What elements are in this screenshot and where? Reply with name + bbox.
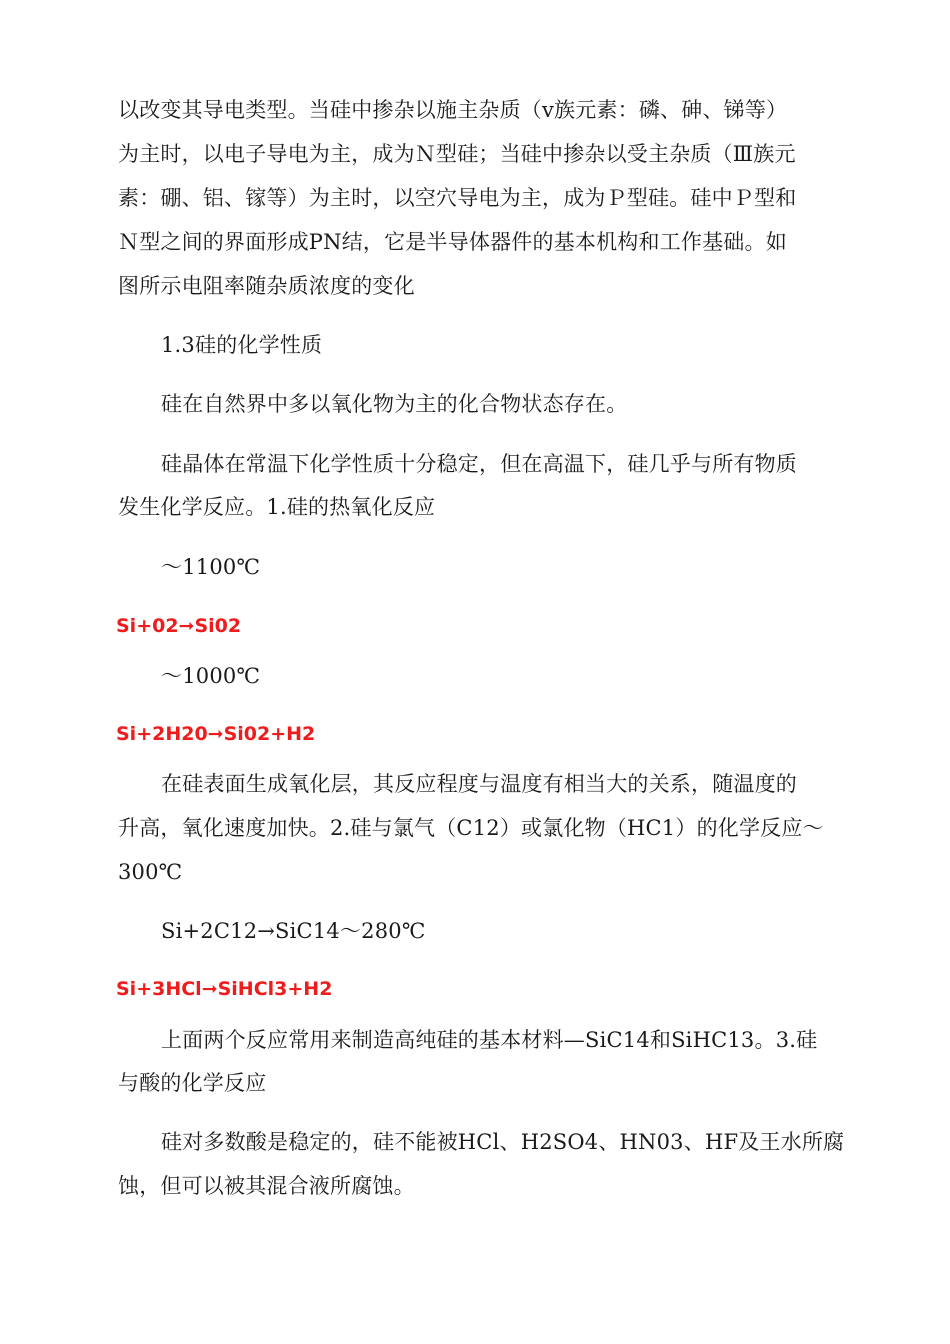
paragraph-line: 硅对多数酸是稳定的，硅不能被HCl、H2SO4、HN03、HF及王水所腐 [161,1130,845,1154]
paragraph-line: 硅晶体在常温下化学性质十分稳定，但在高温下，硅几乎与所有物质 [161,452,797,476]
paragraph-line: 300℃ [118,860,183,884]
paragraph-line: 图所示电阻率随杂质浓度的变化 [118,274,415,298]
paragraph-line: 蚀，但可以被其混合液所腐蚀。 [118,1174,415,1198]
paragraph-line: 以改变其导电类型。当硅中掺杂以施主杂质（ⅴ族元素：磷、砷、锑等） [118,98,788,122]
paragraph-line: 硅在自然界中多以氧化物为主的化合物状态存在。 [161,392,628,416]
paragraph-line: 为主时，以电子导电为主，成为Ｎ型硅；当硅中掺杂以受主杂质（Ⅲ族元 [118,142,796,166]
paragraph-line: 与酸的化学反应 [118,1071,267,1095]
paragraph-line: Ｎ型之间的界面形成PN结，它是半导体器件的基本机构和工作基础。如 [118,230,787,254]
reaction-formula: Si+2H20➞Si02+H2 [116,723,316,745]
temperature-label: ～1100℃ [161,555,261,579]
section-heading: 1.3硅的化学性质 [161,333,323,357]
paragraph-line: 在硅表面生成氧化层，其反应程度与温度有相当大的关系，随温度的 [161,772,797,796]
temperature-label: ～1000℃ [161,664,261,688]
paragraph-line: 素：硼、铝、镓等）为主时，以空穴导电为主，成为Ｐ型硅。硅中Ｐ型和 [118,186,797,210]
paragraph-line: 发生化学反应。1.硅的热氧化反应 [118,495,436,519]
reaction-formula: Si+02➞Si02 [116,615,242,637]
paragraph-line: 上面两个反应常用来制造高纯硅的基本材料—SiC14和SiHC13。3.硅 [161,1028,818,1052]
paragraph-line: 升高，氧化速度加快。2.硅与氯气（C12）或氯化物（HC1）的化学反应～ [118,816,824,840]
reaction-equation: Si+2C12→SiC14～280℃ [161,919,426,943]
reaction-formula: Si+3HCl➞SiHCl3+H2 [116,978,333,1000]
